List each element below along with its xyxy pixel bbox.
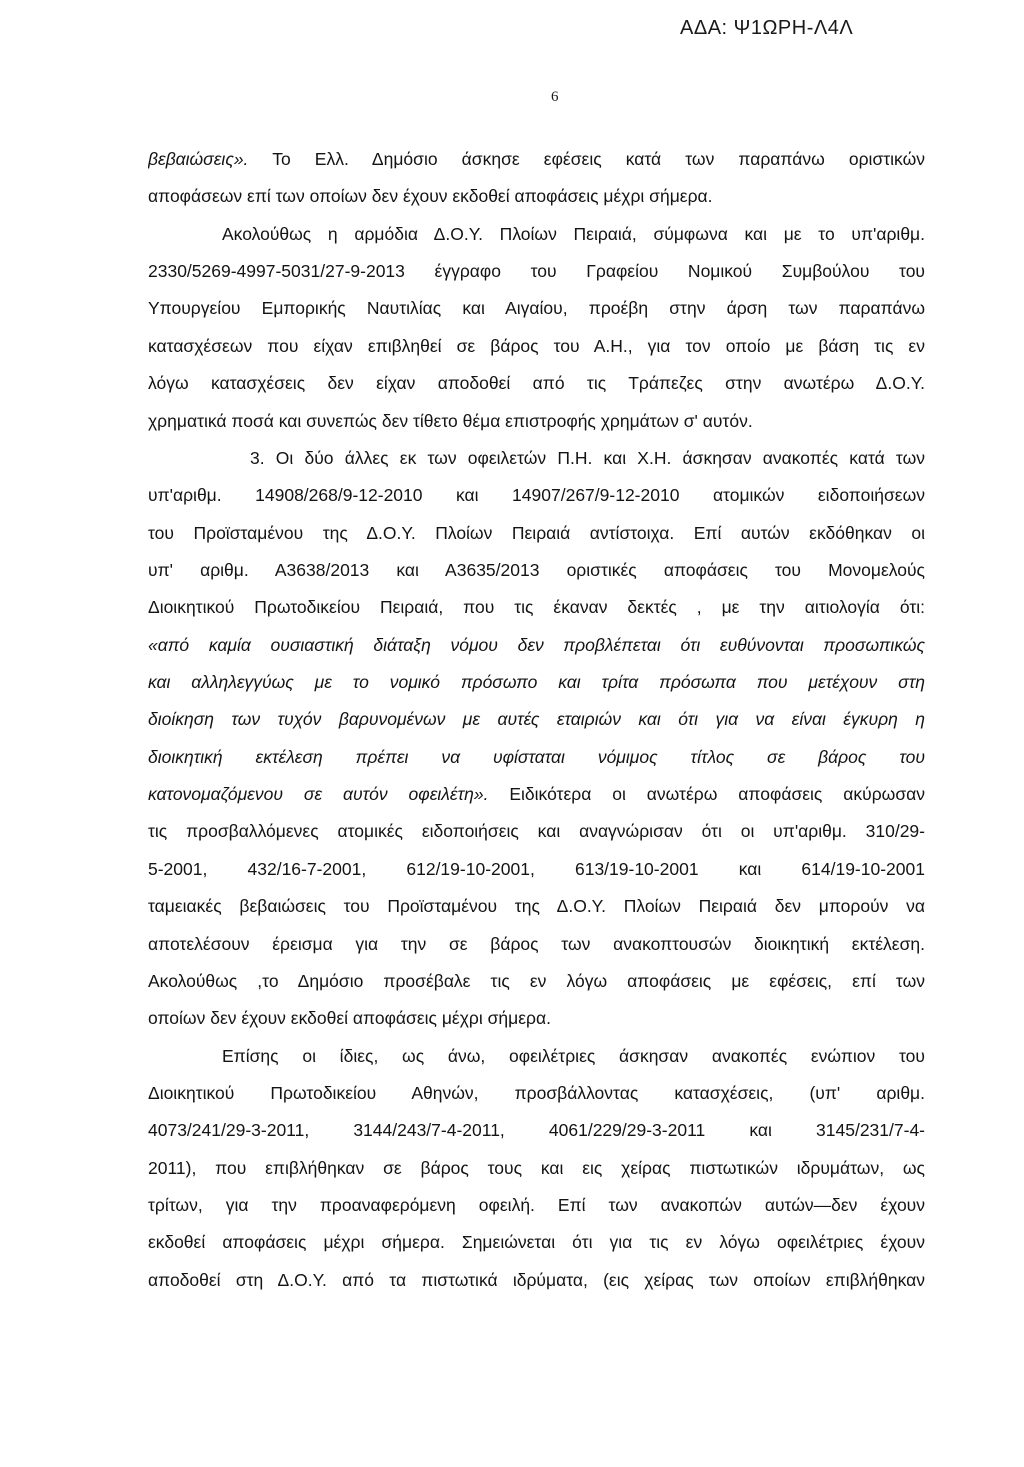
text-line: αποτελέσουν έρεισμα για την σε βάρος των ανακοπτουσών διοικητική εκτέλεση. <box>148 933 925 954</box>
text-line: Διοικητικού Πρωτοδικείου Αθηνών, προσβάλλοντας κατασχέσεις, (υπ' αριθμ. <box>148 1082 925 1103</box>
document-body <box>148 141 925 1299</box>
text-line <box>148 141 925 178</box>
quoted-italic-line: διοικητική εκτέλεση πρέπει να υφίσταται νόμιμος τίτλος σε βάρος του <box>148 746 925 767</box>
text-line: υπ'αριθμ. 14908/268/9-12-2010 και 14907/267/9-12-2010 ατομικών ειδοποιήσεων <box>148 485 925 506</box>
quoted-italic-line: διοίκηση των τυχόν βαρυνομένων με αυτές εταιριών και ότι για να είναι έγκυρη η <box>148 709 925 730</box>
text-line: του Προϊσταμένου της Δ.Ο.Υ. Πλοίων Πειραιά αντίστοιχα. Επί αυτών εκδόθηκαν οι <box>148 522 925 543</box>
text-line: Υπουργείου Εμπορικής Ναυτιλίας και Αιγαίου, προέβη στην άρση των παραπάνω <box>148 298 925 319</box>
ada-code-header: ΑΔΑ: Ψ1ΩΡΗ-Λ4Λ <box>680 17 854 39</box>
text-line <box>148 776 925 813</box>
italic-text: βεβαιώσεις». <box>148 149 249 169</box>
text-line: αποδοθεί στη Δ.Ο.Υ. από τα πιστωτικά ιδρύματα, (εις χείρας των οποίων επιβλήθηκαν <box>148 1269 925 1290</box>
italic-text: κατονομαζόμενου σε αυτόν οφειλέτη». <box>148 784 489 805</box>
text-line: τρίτων, για την προαναφερόμενη οφειλή. Επί των ανακοπών αυτών—δεν έχουν <box>148 1195 925 1216</box>
text-line: κατασχέσεων που είχαν επιβληθεί σε βάρος του Α.Η., για τον οποίο με βάση τις εν <box>148 335 925 356</box>
text-line: αποφάσεων επί των οποίων δεν έχουν εκδοθεί αποφάσεις μέχρι σήμερα. <box>148 186 713 207</box>
text-line: 4073/241/29-3-2011, 3144/243/7-4-2011, 4061/229/29-3-2011 και 3145/231/7-4- <box>148 1120 925 1141</box>
text-line: λόγω κατασχέσεις δεν είχαν αποδοθεί από τις Τράπεζες στην ανωτέρω Δ.Ο.Υ. <box>148 373 925 394</box>
text-line: 5-2001, 432/16-7-2001, 612/19-10-2001, 613/19-10-2001 και 614/19-10-2001 <box>148 858 925 879</box>
line-text: Ειδικότερα οι ανωτέρω αποφάσεις ακύρωσαν <box>488 784 925 805</box>
text-line: ταμειακές βεβαιώσεις του Προϊσταμένου της Δ.Ο.Υ. Πλοίων Πειραιά δεν μπορούν να <box>148 896 925 917</box>
text-line: τις προσβαλλόμενες ατομικές ειδοποιήσεις και αναγνώρισαν ότι οι υπ'αριθμ. 310/29- <box>148 821 925 842</box>
text-line: Ακολούθως η αρμόδια Δ.Ο.Υ. Πλοίων Πειραιά, σύμφωνα και με το υπ'αριθμ. <box>222 223 925 244</box>
text-line: Επίσης οι ίδιες, ως άνω, οφειλέτριες άσκησαν ανακοπές ενώπιον του <box>222 1045 925 1066</box>
text-line: 3. Οι δύο άλλες εκ των οφειλετών Π.Η. και Χ.Η. άσκησαν ανακοπές κατά των <box>250 447 925 468</box>
text-line: Ακολούθως ,το Δημόσιο προσέβαλε τις εν λόγω αποφάσεις με εφέσεις, επί των <box>148 970 925 991</box>
text-line: 2011), που επιβλήθηκαν σε βάρος τους και εις χείρας πιστωτικών ιδρυμάτων, ως <box>148 1157 925 1178</box>
quoted-italic-line: και αλληλεγγύως με το νομικό πρόσωπο και τρίτα πρόσωπα που μετέχουν στη <box>148 672 925 693</box>
text-line: υπ' αριθμ. Α3638/2013 και Α3635/2013 οριστικές αποφάσεις του Μονομελούς <box>148 559 925 580</box>
text-line: εκδοθεί αποφάσεις μέχρι σήμερα. Σημειώνεται ότι για τις εν λόγω οφειλέτριες έχουν <box>148 1232 925 1253</box>
text-line: οποίων δεν έχουν εκδοθεί αποφάσεις μέχρι σήμερα. <box>148 1008 551 1029</box>
text-line: Διοικητικού Πρωτοδικείου Πειραιά, που τις έκαναν δεκτές , με την αιτιολογία ότι: <box>148 597 925 618</box>
page-number: 6 <box>551 89 559 105</box>
quoted-italic-line: «από καμία ουσιαστική διάταξη νόμου δεν προβλέπεται ότι ευθύνονται προσωπικώς <box>148 634 925 655</box>
text-line: 2330/5269-4997-5031/27-9-2013 έγγραφο του Γραφείου Νομικού Συμβούλου του <box>148 261 925 282</box>
line-text: Το Ελλ. Δημόσιο άσκησε εφέσεις κατά των παραπάνω οριστικών <box>248 149 925 169</box>
text-line: χρηματικά ποσά και συνεπώς δεν τίθετο θέμα επιστροφής χρημάτων σ' αυτόν. <box>148 410 753 431</box>
